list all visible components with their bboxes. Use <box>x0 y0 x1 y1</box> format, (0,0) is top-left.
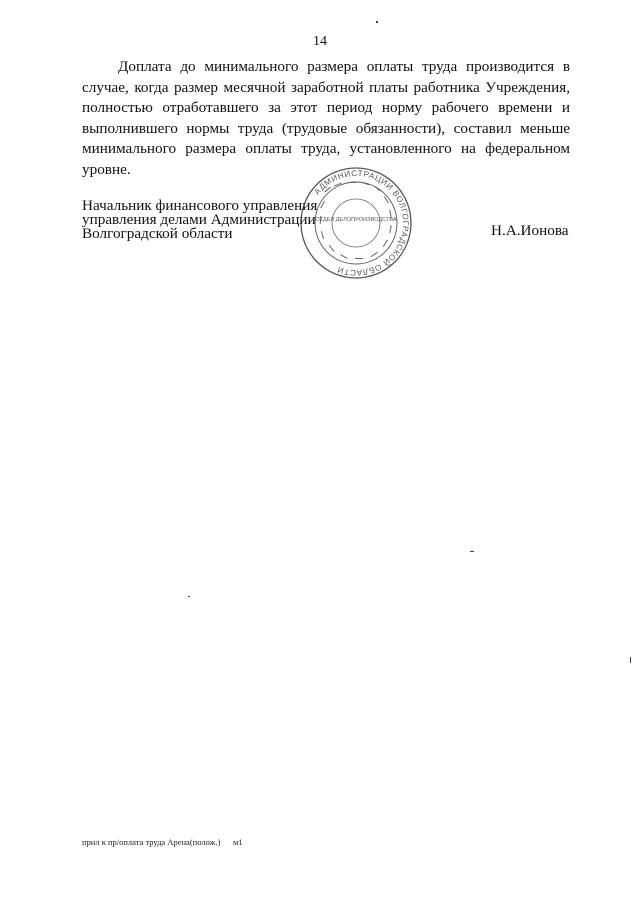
stamp-middle-ring <box>315 182 397 264</box>
position-line-3: Волгоградской области <box>82 225 233 243</box>
stamp-outer-text: АДМИНИСТРАЦИИ ВОЛГОГРАДСКОЙ ОБЛАСТИ <box>312 168 411 278</box>
footer-code: м1 <box>233 837 243 847</box>
scan-speck <box>630 657 631 663</box>
stamp-outer-ring <box>301 168 411 278</box>
footer-note: прил к пр/оплата труда Арена(полож.) <box>82 837 221 847</box>
official-stamp <box>298 165 414 281</box>
body-paragraph: Доплата до минимального размера оплаты труда производится в случае, когда размер месячной заработной платы работника Учреждения, полностью отработавшего за этот период норму рабочего времени и выполнившего нормы труда (трудовые обязанности), составил меньше минимального размера оплаты труда, установленного на федеральном уровне. <box>82 58 570 178</box>
stamp-inner-ring <box>332 199 380 247</box>
scan-speck <box>188 596 190 597</box>
page-number: 14 <box>313 34 327 49</box>
position-line-2: управления делами Администрации <box>82 211 316 229</box>
scan-speck <box>470 551 474 552</box>
stamp-center-text: ОТДЕЛ ДЕЛОПРОИЗВОДСТВА <box>315 217 397 223</box>
signer-name: Н.А.Ионова <box>491 222 569 239</box>
signature-position <box>82 199 322 242</box>
position-line-1: Начальник финансового управления <box>82 197 318 214</box>
scan-speck <box>376 21 378 23</box>
